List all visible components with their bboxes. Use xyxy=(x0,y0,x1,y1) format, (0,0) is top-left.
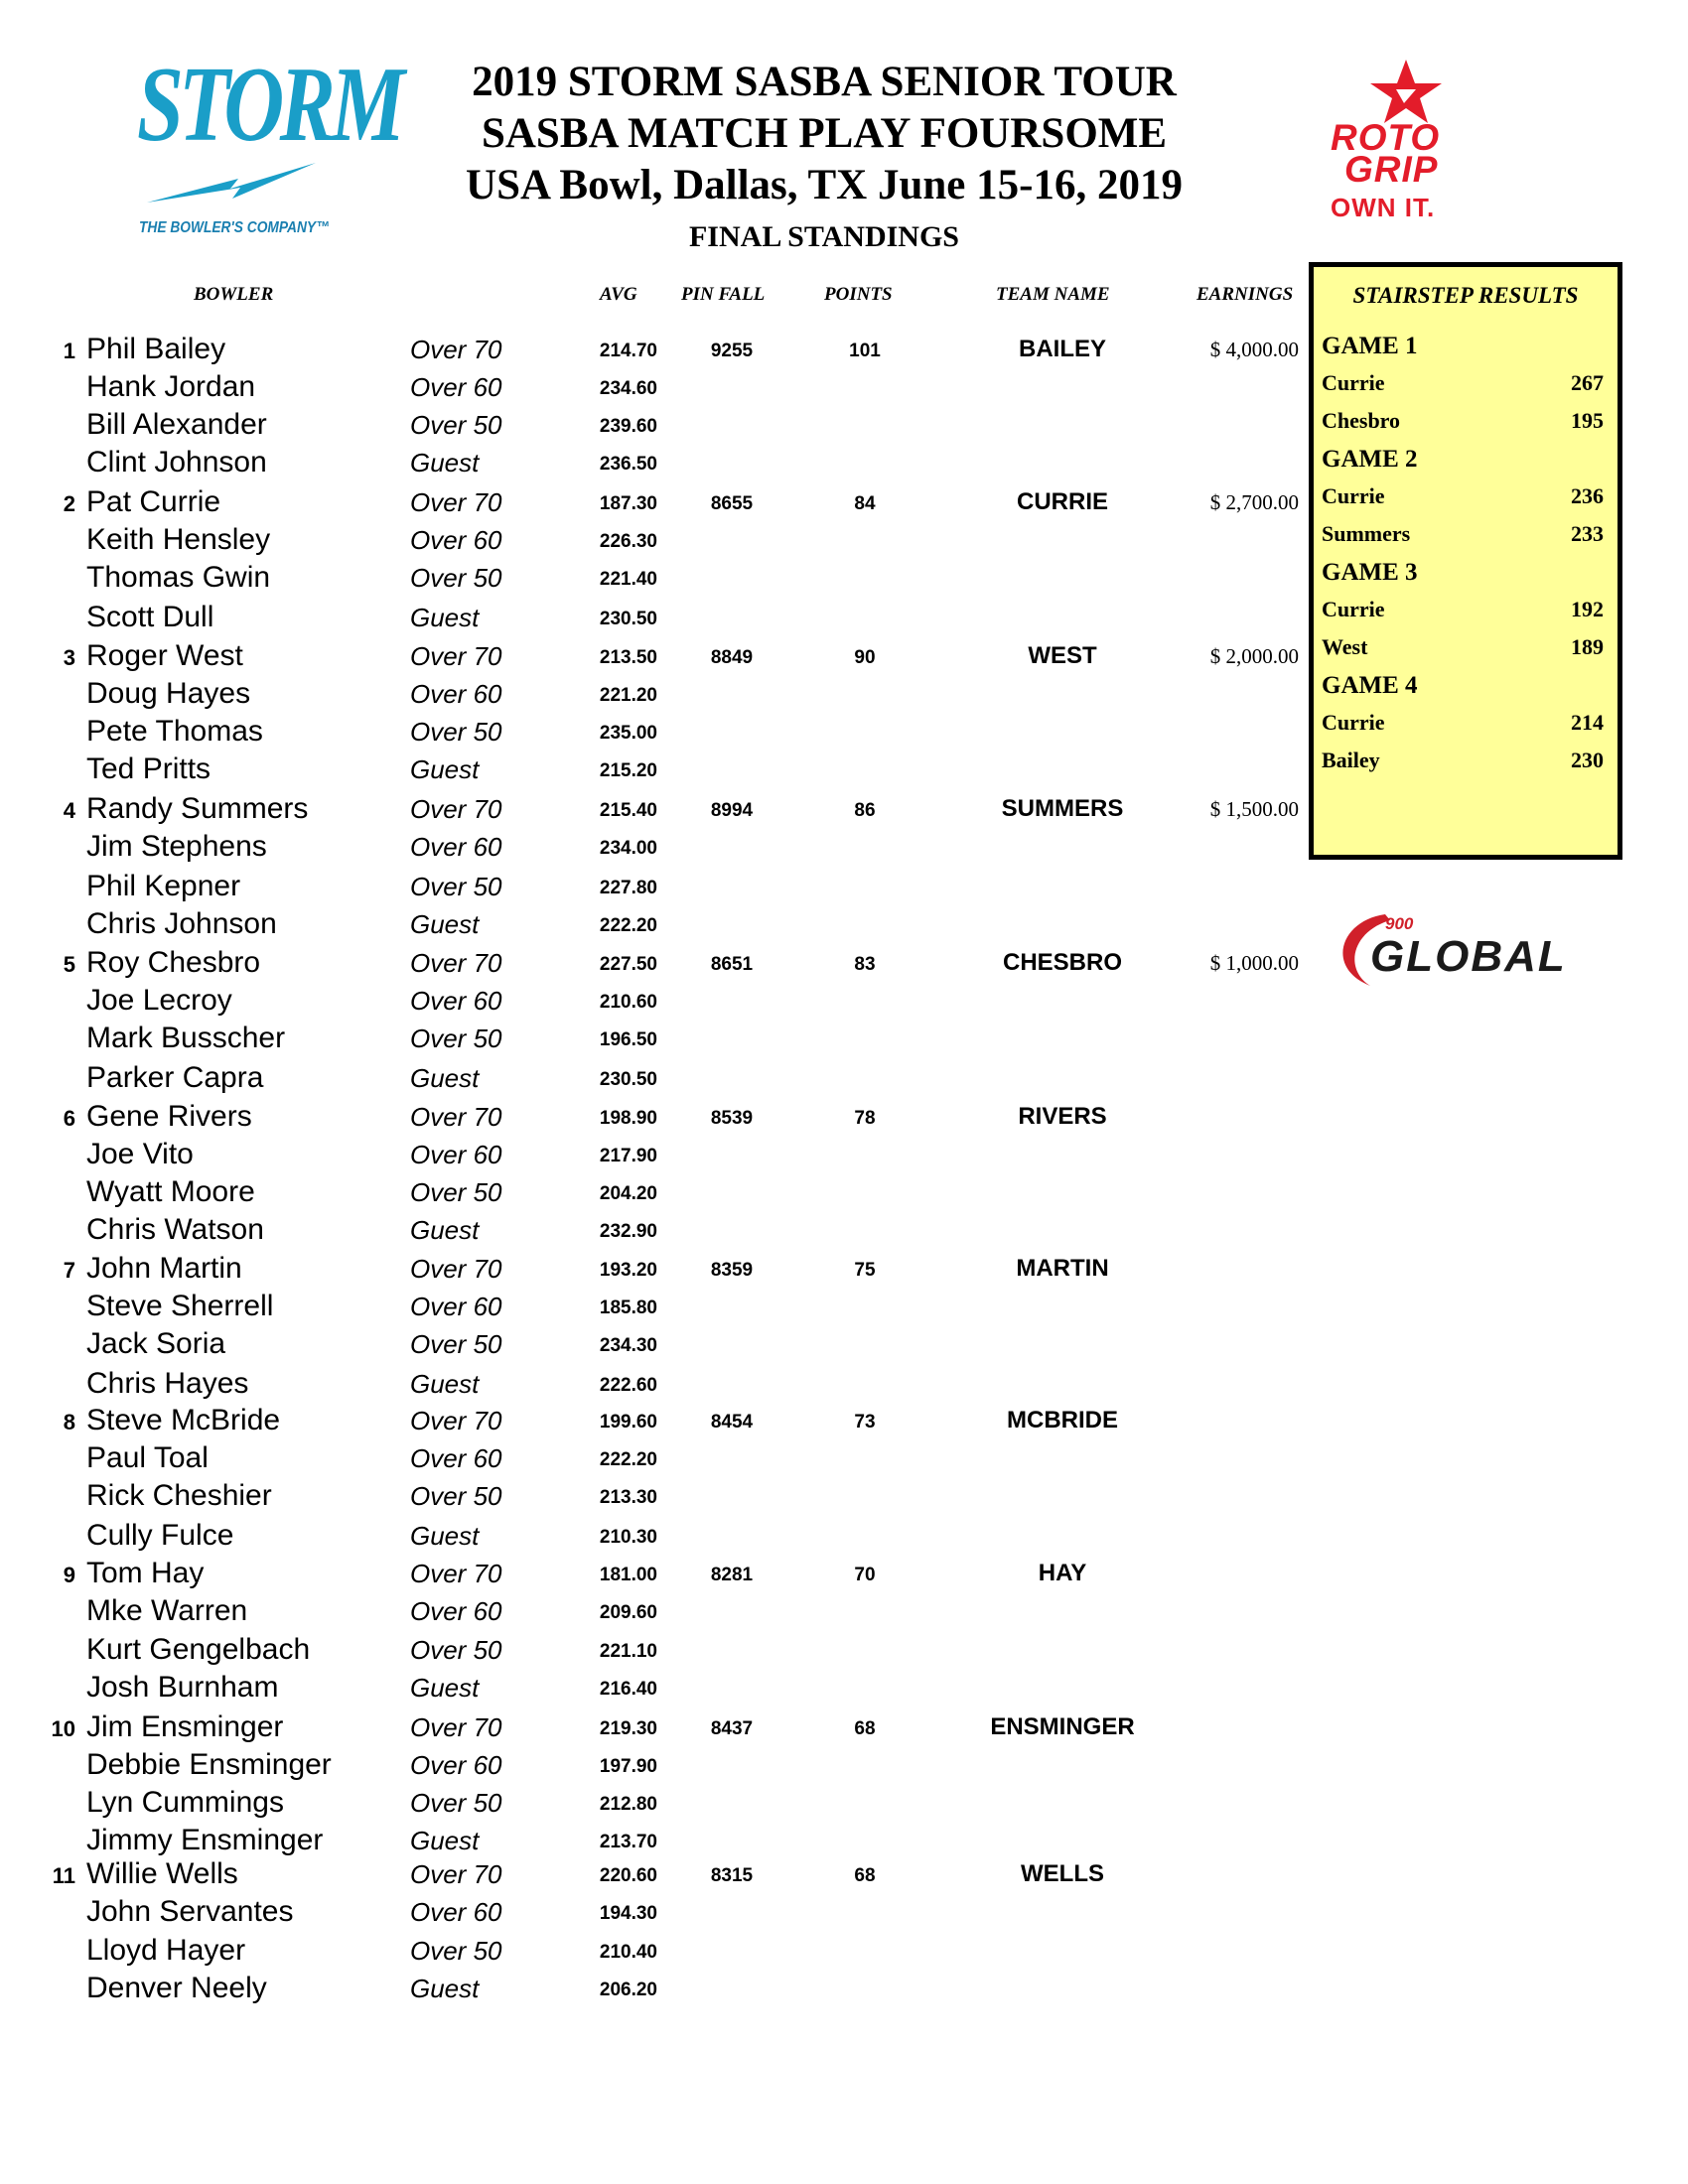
bowler-row xyxy=(0,1594,1311,1632)
bowler-division: Over 60 xyxy=(410,1292,502,1321)
bowler-average: 232.90 xyxy=(599,1221,657,1242)
bowler-division: Over 70 xyxy=(410,487,502,517)
bowler-name: Debbie Ensminger xyxy=(86,1748,332,1781)
bowler-name: Tom Hay xyxy=(86,1557,205,1589)
bowler-division: Over 50 xyxy=(410,872,502,901)
team-pin-fall: 8454 xyxy=(710,1412,754,1433)
title-line-3: USA Bowl, Dallas, TX June 15-16, 2019 xyxy=(466,162,1183,208)
bowler-division: Over 50 xyxy=(410,563,502,593)
stairstep-game-row xyxy=(1314,333,1618,366)
bowler-average: 214.70 xyxy=(599,341,657,361)
team-pin-fall: 8315 xyxy=(710,1865,754,1886)
bowler-row xyxy=(0,715,1311,752)
bowler-average: 236.50 xyxy=(599,454,657,475)
bowler-average: 181.00 xyxy=(599,1565,657,1585)
team-pin-fall: 8849 xyxy=(710,647,754,668)
bowler-row xyxy=(0,907,1311,945)
bowler-division: Guest xyxy=(410,448,480,478)
bowler-division: Over 50 xyxy=(410,1635,502,1665)
bowler-name: Randy Summers xyxy=(86,792,309,825)
bowler-row xyxy=(0,333,1311,370)
bowler-row xyxy=(0,639,1311,677)
bowler-row xyxy=(0,1479,1311,1517)
bowler-average: 222.20 xyxy=(599,915,657,936)
team-name: BAILEY xyxy=(1018,336,1106,362)
stairstep-team: Currie xyxy=(1322,710,1385,735)
bowler-division: Guest xyxy=(410,603,480,632)
bowler-division: Over 70 xyxy=(410,1254,502,1284)
bowler-name: Jimmy Ensminger xyxy=(86,1824,324,1856)
stairstep-team: Currie xyxy=(1322,597,1385,621)
bowler-row xyxy=(0,870,1311,907)
bowler-average: 206.20 xyxy=(599,1979,657,2000)
roto-grip-star-icon xyxy=(1366,60,1446,125)
bowler-row xyxy=(0,1934,1311,1972)
bowler-name: Scott Dull xyxy=(86,601,214,633)
bowler-name: Willie Wells xyxy=(86,1857,238,1890)
bowler-division: Over 50 xyxy=(410,1024,502,1053)
team-name: WEST xyxy=(1028,642,1097,669)
bowler-name: Jim Stephens xyxy=(86,830,267,863)
stairstep-team: Currie xyxy=(1322,483,1385,508)
bowler-average: 230.50 xyxy=(599,609,657,629)
team-rank: 5 xyxy=(63,952,75,977)
bowler-division: Over 50 xyxy=(410,410,502,440)
bowler-name: Kurt Gengelbach xyxy=(86,1633,311,1666)
bowler-row xyxy=(0,1367,1311,1405)
bowler-name: Clint Johnson xyxy=(86,446,267,478)
bowler-division: Over 60 xyxy=(410,1443,502,1473)
bowler-name: Chris Johnson xyxy=(86,907,277,940)
bowler-division: Over 50 xyxy=(410,1329,502,1359)
bowler-name: Steve McBride xyxy=(86,1404,281,1436)
bowler-division: Over 50 xyxy=(410,1481,502,1511)
bowler-name: Cully Fulce xyxy=(86,1519,234,1552)
bowler-average: 213.50 xyxy=(599,647,657,668)
storm-logo-wordmark: STORM xyxy=(137,46,401,164)
bowler-row xyxy=(0,1441,1311,1479)
bowler-average: 234.30 xyxy=(599,1335,657,1356)
final-standings-heading: FINAL STANDINGS xyxy=(688,220,959,253)
bowler-average: 196.50 xyxy=(599,1029,657,1050)
team-points: 68 xyxy=(854,1718,876,1739)
bowler-name: Mark Busscher xyxy=(86,1022,286,1054)
bowler-average: 187.30 xyxy=(599,493,657,514)
bowler-average: 235.00 xyxy=(599,723,657,744)
bowler-row xyxy=(0,1671,1311,1708)
bowler-name: Jack Soria xyxy=(86,1327,226,1360)
bowler-name: Bill Alexander xyxy=(86,408,267,441)
team-points: 84 xyxy=(854,493,876,514)
bowler-row xyxy=(0,1972,1311,2009)
bowler-division: Over 60 xyxy=(410,832,502,862)
stairstep-result-row xyxy=(1314,710,1618,744)
bowler-name: Josh Burnham xyxy=(86,1671,279,1704)
stairstep-result-row xyxy=(1314,370,1618,404)
stairstep-team: Chesbro xyxy=(1322,408,1401,433)
bowler-division: Over 70 xyxy=(410,1559,502,1588)
roto-grip-tagline: OWN IT. xyxy=(1331,193,1436,222)
column-header-pin-fall: PIN FALL xyxy=(681,284,766,305)
bowler-division: Guest xyxy=(410,1215,480,1245)
team-name: ENSMINGER xyxy=(990,1713,1135,1740)
bowler-division: Over 70 xyxy=(410,1406,502,1435)
team-rank: 3 xyxy=(63,645,75,670)
bowler-average: 226.30 xyxy=(599,531,657,552)
team-name: WELLS xyxy=(1021,1860,1104,1887)
bowler-name: Roy Chesbro xyxy=(86,946,261,979)
bowler-row xyxy=(0,1252,1311,1290)
bowler-average: 197.90 xyxy=(599,1756,657,1777)
bowler-name: Pete Thomas xyxy=(86,715,263,748)
bowler-name: Chris Hayes xyxy=(86,1367,249,1400)
bowler-name: Keith Hensley xyxy=(86,523,271,556)
column-header-avg: AVG xyxy=(600,284,637,305)
bowler-name: Jim Ensminger xyxy=(86,1710,284,1743)
team-earnings: $ 2,000.00 xyxy=(1209,644,1299,668)
bowler-average: 212.80 xyxy=(599,1794,657,1815)
team-pin-fall: 8655 xyxy=(710,493,754,514)
bowler-division: Guest xyxy=(410,1673,480,1703)
bowler-division: Over 70 xyxy=(410,335,502,364)
bowler-row xyxy=(0,792,1311,830)
bowler-row xyxy=(0,1895,1311,1933)
bowler-name: Wyatt Moore xyxy=(86,1175,255,1208)
team-rank: 4 xyxy=(63,798,75,823)
bowler-row xyxy=(0,1100,1311,1138)
bowler-average: 221.20 xyxy=(599,685,657,706)
team-name: HAY xyxy=(1038,1560,1087,1586)
team-rank: 9 xyxy=(63,1563,75,1587)
bowler-row xyxy=(0,1022,1311,1059)
bowler-name: Lyn Cummings xyxy=(86,1786,284,1819)
bowler-row xyxy=(0,485,1311,523)
bowler-name: Pat Currie xyxy=(86,485,221,518)
bowler-division: Over 70 xyxy=(410,794,502,824)
team-points: 101 xyxy=(849,341,881,361)
stairstep-game-label: GAME 4 xyxy=(1322,672,1418,699)
bowler-name: Gene Rivers xyxy=(86,1100,252,1133)
team-earnings: $ 2,700.00 xyxy=(1209,490,1299,514)
bowler-row xyxy=(0,1404,1311,1441)
stairstep-game-row xyxy=(1314,672,1618,706)
bowler-average: 227.80 xyxy=(599,878,657,898)
stairstep-team: Currie xyxy=(1322,370,1385,395)
bowler-name: Joe Vito xyxy=(86,1138,194,1170)
bowler-name: Roger West xyxy=(86,639,243,672)
team-earnings: $ 1,500.00 xyxy=(1209,797,1299,821)
bowler-row xyxy=(0,446,1311,483)
bowler-division: Over 60 xyxy=(410,986,502,1016)
bowler-average: 221.10 xyxy=(599,1641,657,1662)
bowler-row xyxy=(0,677,1311,715)
bowler-name: Parker Capra xyxy=(86,1061,264,1094)
stairstep-result-row xyxy=(1314,634,1618,668)
bowler-row xyxy=(0,1824,1311,1861)
roto-grip-wordmark-grip: GRIP xyxy=(1344,149,1439,190)
bowler-row xyxy=(0,830,1311,868)
bowler-division: Over 60 xyxy=(410,1897,502,1927)
bowler-name: Mke Warren xyxy=(86,1594,248,1627)
bowler-division: Over 70 xyxy=(410,948,502,978)
column-header-bowler: BOWLER xyxy=(194,284,274,305)
bowler-name: Steve Sherrell xyxy=(86,1290,274,1322)
team-rank: 8 xyxy=(63,1410,75,1434)
team-pin-fall: 8994 xyxy=(710,800,754,821)
bowler-row xyxy=(0,1138,1311,1175)
bowler-division: Over 60 xyxy=(410,679,502,709)
bowler-average: 220.60 xyxy=(599,1865,657,1886)
bowler-row xyxy=(0,1857,1311,1895)
bowler-division: Guest xyxy=(410,1974,480,2003)
bowler-division: Over 60 xyxy=(410,1596,502,1626)
bowler-name: Phil Kepner xyxy=(86,870,241,902)
bowler-row xyxy=(0,1519,1311,1557)
column-header-points: POINTS xyxy=(824,284,893,305)
team-points: 83 xyxy=(854,954,876,975)
stairstep-team: West xyxy=(1322,634,1368,659)
team-points: 78 xyxy=(854,1108,876,1129)
bowler-division: Guest xyxy=(410,1369,480,1399)
stairstep-score: 236 xyxy=(1571,483,1604,508)
stairstep-result-row xyxy=(1314,597,1618,630)
stairstep-game-label: GAME 1 xyxy=(1322,333,1418,359)
bowler-average: 219.30 xyxy=(599,1718,657,1739)
stairstep-team: Summers xyxy=(1322,521,1411,546)
bowler-average: 209.60 xyxy=(599,1602,657,1623)
bowler-average: 185.80 xyxy=(599,1297,657,1318)
bowler-division: Over 60 xyxy=(410,1140,502,1169)
team-name: SUMMERS xyxy=(1001,795,1124,822)
stairstep-team: Bailey xyxy=(1322,748,1380,772)
team-pin-fall: 8651 xyxy=(710,954,754,975)
stairstep-score: 230 xyxy=(1571,748,1604,772)
bowler-average: 221.40 xyxy=(599,569,657,590)
bowler-division: Guest xyxy=(410,1063,480,1093)
bowler-row xyxy=(0,1061,1311,1099)
team-name: CHESBRO xyxy=(1002,949,1122,976)
bowler-row xyxy=(0,946,1311,984)
team-points: 73 xyxy=(854,1412,876,1433)
bowler-row xyxy=(0,1175,1311,1213)
team-rank: 7 xyxy=(63,1258,75,1283)
stairstep-score: 192 xyxy=(1571,597,1604,621)
bowler-average: 213.30 xyxy=(599,1487,657,1508)
stairstep-result-row xyxy=(1314,408,1618,442)
stairstep-results-box xyxy=(1309,262,1622,860)
stairstep-score: 233 xyxy=(1571,521,1604,546)
bowler-average: 204.20 xyxy=(599,1183,657,1204)
bowler-row xyxy=(0,561,1311,599)
bowler-division: Guest xyxy=(410,1826,480,1855)
stairstep-result-row xyxy=(1314,521,1618,555)
bowler-average: 193.20 xyxy=(599,1260,657,1281)
bowler-name: Denver Neely xyxy=(86,1972,267,2004)
team-pin-fall: 8539 xyxy=(710,1108,754,1129)
stairstep-game-label: GAME 3 xyxy=(1322,559,1418,586)
bowler-average: 222.20 xyxy=(599,1449,657,1470)
bowler-division: Over 60 xyxy=(410,372,502,402)
bowler-name: Chris Watson xyxy=(86,1213,264,1246)
bowler-name: Joe Lecroy xyxy=(86,984,232,1017)
team-pin-fall: 8281 xyxy=(710,1565,754,1585)
bowler-average: 230.50 xyxy=(599,1069,657,1090)
global-logo-number: 900 xyxy=(1385,914,1414,933)
bowler-row xyxy=(0,984,1311,1022)
bowler-average: 234.60 xyxy=(599,378,657,399)
team-name: CURRIE xyxy=(1016,488,1108,515)
stairstep-result-row xyxy=(1314,483,1618,517)
bowler-row xyxy=(0,1327,1311,1365)
bowler-average: 199.60 xyxy=(599,1412,657,1433)
bowler-row xyxy=(0,1290,1311,1327)
bowler-average: 194.30 xyxy=(599,1903,657,1924)
bowler-name: Lloyd Hayer xyxy=(86,1934,246,1967)
team-name: MARTIN xyxy=(1016,1255,1109,1282)
bowler-average: 222.60 xyxy=(599,1375,657,1396)
bowler-average: 213.70 xyxy=(599,1832,657,1852)
column-header-earnings: EARNINGS xyxy=(1196,284,1294,305)
bowler-row xyxy=(0,601,1311,638)
bowler-name: Hank Jordan xyxy=(86,370,256,403)
bowler-row xyxy=(0,1710,1311,1748)
team-name: RIVERS xyxy=(1018,1103,1107,1130)
bowler-name: Phil Bailey xyxy=(86,333,226,365)
bowler-name: John Servantes xyxy=(86,1895,294,1928)
bowler-average: 215.20 xyxy=(599,760,657,781)
bowler-average: 239.60 xyxy=(599,416,657,437)
bowler-division: Guest xyxy=(410,754,480,784)
team-points: 75 xyxy=(854,1260,876,1281)
bowler-name: Thomas Gwin xyxy=(86,561,271,594)
bowler-average: 210.30 xyxy=(599,1527,657,1548)
bowler-average: 210.40 xyxy=(599,1942,657,1963)
bowler-average: 216.40 xyxy=(599,1679,657,1700)
stairstep-game-row xyxy=(1314,446,1618,479)
bowler-name: John Martin xyxy=(86,1252,242,1285)
bowler-division: Over 50 xyxy=(410,1177,502,1207)
bowler-row xyxy=(0,1633,1311,1671)
bowler-division: Over 60 xyxy=(410,525,502,555)
title-line-1: 2019 STORM SASBA SENIOR TOUR xyxy=(472,59,1177,105)
bowler-row xyxy=(0,523,1311,561)
bowler-average: 234.00 xyxy=(599,838,657,859)
stairstep-result-row xyxy=(1314,748,1618,781)
team-rank: 10 xyxy=(51,1716,75,1741)
bowler-average: 210.60 xyxy=(599,992,657,1013)
team-earnings: $ 1,000.00 xyxy=(1209,951,1299,975)
stairstep-title: STAIRSTEP RESULTS xyxy=(1352,283,1579,308)
bowler-row xyxy=(0,1213,1311,1251)
bowler-row xyxy=(0,1748,1311,1786)
bowler-average: 198.90 xyxy=(599,1108,657,1129)
bowler-division: Over 70 xyxy=(410,1859,502,1889)
team-rank: 6 xyxy=(63,1106,75,1131)
team-points: 68 xyxy=(854,1865,876,1886)
bowler-name: Paul Toal xyxy=(86,1441,209,1474)
column-header-team-name: TEAM NAME xyxy=(996,284,1110,305)
team-name: MCBRIDE xyxy=(1007,1407,1118,1433)
storm-lightning-bolt-icon xyxy=(147,159,316,208)
bowler-division: Guest xyxy=(410,909,480,939)
bowler-name: Doug Hayes xyxy=(86,677,251,710)
team-pin-fall: 8437 xyxy=(710,1718,754,1739)
team-rank: 11 xyxy=(52,1863,75,1888)
bowler-name: Rick Cheshier xyxy=(86,1479,272,1512)
roto-grip-wordmark-roto: ROTO xyxy=(1331,117,1441,158)
bowler-average: 215.40 xyxy=(599,800,657,821)
bowler-name: Ted Pritts xyxy=(86,752,211,785)
storm-tagline: THE BOWLER'S COMPANY™ xyxy=(139,219,330,236)
team-points: 70 xyxy=(854,1565,876,1585)
team-points: 86 xyxy=(854,800,876,821)
bowler-division: Over 60 xyxy=(410,1750,502,1780)
bowler-division: Guest xyxy=(410,1521,480,1551)
bowler-row xyxy=(0,408,1311,446)
bowler-row xyxy=(0,370,1311,408)
bowler-row xyxy=(0,1786,1311,1824)
bowler-division: Over 50 xyxy=(410,1788,502,1818)
stairstep-score: 189 xyxy=(1571,634,1604,659)
stairstep-game-label: GAME 2 xyxy=(1322,446,1418,473)
team-points: 90 xyxy=(854,647,876,668)
bowler-row xyxy=(0,752,1311,790)
team-pin-fall: 8359 xyxy=(710,1260,754,1281)
bowler-division: Over 70 xyxy=(410,641,502,671)
stairstep-game-row xyxy=(1314,559,1618,593)
team-earnings: $ 4,000.00 xyxy=(1209,338,1299,361)
team-rank: 2 xyxy=(63,491,75,516)
bowler-row xyxy=(0,1557,1311,1594)
bowler-division: Over 70 xyxy=(410,1102,502,1132)
bowler-average: 227.50 xyxy=(599,954,657,975)
bowler-division: Over 70 xyxy=(410,1712,502,1742)
bowler-average: 217.90 xyxy=(599,1146,657,1166)
stairstep-score: 214 xyxy=(1571,710,1604,735)
stairstep-score: 195 xyxy=(1571,408,1604,433)
global-logo-wordmark: GLOBAL xyxy=(1370,935,1567,979)
title-line-2: SASBA MATCH PLAY FOURSOME xyxy=(481,110,1168,157)
team-rank: 1 xyxy=(63,339,75,363)
bowler-division: Over 50 xyxy=(410,1936,502,1966)
bowler-division: Over 50 xyxy=(410,717,502,747)
stairstep-score: 267 xyxy=(1571,370,1604,395)
team-pin-fall: 9255 xyxy=(710,341,754,361)
